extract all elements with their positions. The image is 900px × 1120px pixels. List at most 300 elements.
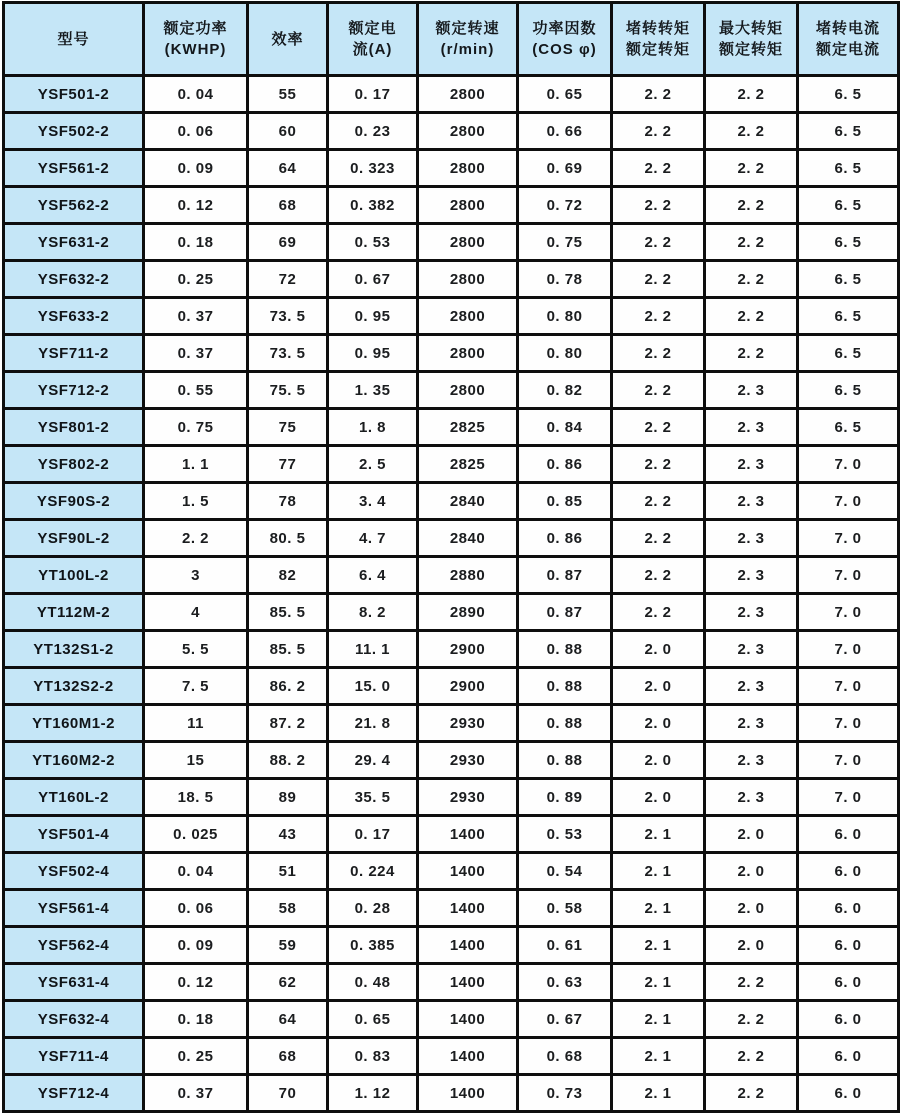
model-cell: YSF90S-2 bbox=[4, 483, 144, 520]
model-cell: YSF632-4 bbox=[4, 1001, 144, 1038]
value-cell-max-torque-ratio: 2. 2 bbox=[705, 1075, 798, 1112]
value-cell-rated-power: 0. 09 bbox=[144, 927, 248, 964]
table-row bbox=[4, 668, 899, 705]
value-cell-max-torque-ratio: 2. 2 bbox=[705, 261, 798, 298]
model-cell: YSF801-2 bbox=[4, 409, 144, 446]
header-row bbox=[4, 3, 899, 76]
value-cell-max-torque-ratio: 2. 2 bbox=[705, 224, 798, 261]
model-cell: YSF711-2 bbox=[4, 335, 144, 372]
model-cell: YSF632-2 bbox=[4, 261, 144, 298]
table-row bbox=[4, 409, 899, 446]
model-cell: YT160M1-2 bbox=[4, 705, 144, 742]
value-cell-rated-speed: 1400 bbox=[418, 1038, 518, 1075]
value-cell-locked-current-ratio: 6. 5 bbox=[798, 372, 899, 409]
value-cell-max-torque-ratio: 2. 3 bbox=[705, 594, 798, 631]
value-cell-locked-torque-ratio: 2. 2 bbox=[612, 594, 705, 631]
value-cell-locked-torque-ratio: 2. 1 bbox=[612, 964, 705, 1001]
value-cell-rated-current: 35. 5 bbox=[328, 779, 418, 816]
value-cell-efficiency: 80. 5 bbox=[248, 520, 328, 557]
table-row bbox=[4, 927, 899, 964]
value-cell-efficiency: 64 bbox=[248, 1001, 328, 1038]
value-cell-max-torque-ratio: 2. 3 bbox=[705, 779, 798, 816]
value-cell-rated-current: 0. 95 bbox=[328, 298, 418, 335]
value-cell-power-factor: 0. 89 bbox=[518, 779, 612, 816]
value-cell-power-factor: 0. 63 bbox=[518, 964, 612, 1001]
value-cell-power-factor: 0. 78 bbox=[518, 261, 612, 298]
value-cell-rated-speed: 1400 bbox=[418, 816, 518, 853]
value-cell-locked-torque-ratio: 2. 2 bbox=[612, 298, 705, 335]
model-cell: YT132S2-2 bbox=[4, 668, 144, 705]
value-cell-efficiency: 64 bbox=[248, 150, 328, 187]
value-cell-locked-current-ratio: 6. 0 bbox=[798, 890, 899, 927]
value-cell-rated-speed: 2900 bbox=[418, 631, 518, 668]
model-cell: YSF90L-2 bbox=[4, 520, 144, 557]
table-row bbox=[4, 261, 899, 298]
model-cell: YSF502-2 bbox=[4, 113, 144, 150]
model-cell: YSF561-4 bbox=[4, 890, 144, 927]
value-cell-locked-current-ratio: 7. 0 bbox=[798, 594, 899, 631]
value-cell-locked-torque-ratio: 2. 2 bbox=[612, 261, 705, 298]
value-cell-rated-speed: 1400 bbox=[418, 1001, 518, 1038]
value-cell-max-torque-ratio: 2. 2 bbox=[705, 1038, 798, 1075]
value-cell-rated-speed: 2800 bbox=[418, 187, 518, 224]
value-cell-locked-torque-ratio: 2. 1 bbox=[612, 1075, 705, 1112]
column-header-line: (r/min) bbox=[440, 41, 495, 58]
value-cell-max-torque-ratio: 2. 3 bbox=[705, 372, 798, 409]
value-cell-efficiency: 75 bbox=[248, 409, 328, 446]
value-cell-power-factor: 0. 68 bbox=[518, 1038, 612, 1075]
value-cell-rated-current: 0. 95 bbox=[328, 335, 418, 372]
value-cell-rated-current: 1. 35 bbox=[328, 372, 418, 409]
value-cell-locked-torque-ratio: 2. 2 bbox=[612, 76, 705, 113]
value-cell-efficiency: 85. 5 bbox=[248, 631, 328, 668]
value-cell-power-factor: 0. 72 bbox=[518, 187, 612, 224]
model-cell: YSF562-4 bbox=[4, 927, 144, 964]
value-cell-locked-current-ratio: 6. 5 bbox=[798, 150, 899, 187]
value-cell-power-factor: 0. 85 bbox=[518, 483, 612, 520]
column-header-line: 额定功率 bbox=[163, 20, 228, 37]
value-cell-power-factor: 0. 73 bbox=[518, 1075, 612, 1112]
value-cell-rated-current: 0. 17 bbox=[328, 76, 418, 113]
value-cell-locked-torque-ratio: 2. 2 bbox=[612, 446, 705, 483]
value-cell-locked-current-ratio: 6. 0 bbox=[798, 1075, 899, 1112]
value-cell-rated-power: 0. 04 bbox=[144, 76, 248, 113]
table-row bbox=[4, 113, 899, 150]
value-cell-rated-current: 21. 8 bbox=[328, 705, 418, 742]
value-cell-rated-power: 2. 2 bbox=[144, 520, 248, 557]
value-cell-locked-torque-ratio: 2. 1 bbox=[612, 853, 705, 890]
value-cell-rated-power: 0. 18 bbox=[144, 224, 248, 261]
table-row bbox=[4, 150, 899, 187]
column-header-line: 堵转转矩 bbox=[625, 20, 690, 37]
value-cell-rated-current: 4. 7 bbox=[328, 520, 418, 557]
value-cell-rated-speed: 2930 bbox=[418, 779, 518, 816]
table-row bbox=[4, 742, 899, 779]
value-cell-rated-speed: 2840 bbox=[418, 483, 518, 520]
value-cell-rated-current: 11. 1 bbox=[328, 631, 418, 668]
value-cell-locked-torque-ratio: 2. 1 bbox=[612, 816, 705, 853]
value-cell-max-torque-ratio: 2. 0 bbox=[705, 853, 798, 890]
value-cell-efficiency: 68 bbox=[248, 1038, 328, 1075]
value-cell-locked-torque-ratio: 2. 2 bbox=[612, 372, 705, 409]
value-cell-max-torque-ratio: 2. 3 bbox=[705, 446, 798, 483]
column-header-max-torque-ratio bbox=[705, 3, 798, 76]
value-cell-efficiency: 75. 5 bbox=[248, 372, 328, 409]
model-cell: YSF502-4 bbox=[4, 853, 144, 890]
value-cell-rated-speed: 2825 bbox=[418, 409, 518, 446]
column-header-rated-current bbox=[328, 3, 418, 76]
table-body bbox=[4, 76, 899, 1112]
value-cell-rated-current: 2. 5 bbox=[328, 446, 418, 483]
value-cell-efficiency: 82 bbox=[248, 557, 328, 594]
value-cell-rated-power: 0. 18 bbox=[144, 1001, 248, 1038]
value-cell-locked-current-ratio: 7. 0 bbox=[798, 557, 899, 594]
value-cell-locked-torque-ratio: 2. 1 bbox=[612, 1038, 705, 1075]
value-cell-locked-current-ratio: 6. 0 bbox=[798, 927, 899, 964]
value-cell-efficiency: 55 bbox=[248, 76, 328, 113]
value-cell-rated-current: 0. 323 bbox=[328, 150, 418, 187]
model-cell: YSF712-4 bbox=[4, 1075, 144, 1112]
value-cell-locked-torque-ratio: 2. 0 bbox=[612, 779, 705, 816]
column-header-line: 效率 bbox=[271, 30, 304, 48]
value-cell-rated-speed: 2930 bbox=[418, 742, 518, 779]
value-cell-locked-current-ratio: 6. 0 bbox=[798, 853, 899, 890]
model-cell: YSF562-2 bbox=[4, 187, 144, 224]
value-cell-power-factor: 0. 80 bbox=[518, 335, 612, 372]
value-cell-power-factor: 0. 88 bbox=[518, 742, 612, 779]
value-cell-rated-current: 0. 65 bbox=[328, 1001, 418, 1038]
value-cell-max-torque-ratio: 2. 3 bbox=[705, 409, 798, 446]
value-cell-rated-power: 15 bbox=[144, 742, 248, 779]
model-cell: YSF561-2 bbox=[4, 150, 144, 187]
value-cell-locked-torque-ratio: 2. 2 bbox=[612, 113, 705, 150]
value-cell-max-torque-ratio: 2. 3 bbox=[705, 520, 798, 557]
value-cell-locked-current-ratio: 7. 0 bbox=[798, 520, 899, 557]
value-cell-efficiency: 43 bbox=[248, 816, 328, 853]
value-cell-power-factor: 0. 66 bbox=[518, 113, 612, 150]
value-cell-max-torque-ratio: 2. 3 bbox=[705, 742, 798, 779]
value-cell-power-factor: 0. 58 bbox=[518, 890, 612, 927]
value-cell-power-factor: 0. 80 bbox=[518, 298, 612, 335]
model-cell: YT160M2-2 bbox=[4, 742, 144, 779]
value-cell-efficiency: 86. 2 bbox=[248, 668, 328, 705]
value-cell-locked-current-ratio: 6. 5 bbox=[798, 113, 899, 150]
value-cell-rated-power: 0. 55 bbox=[144, 372, 248, 409]
value-cell-power-factor: 0. 88 bbox=[518, 668, 612, 705]
value-cell-rated-speed: 2825 bbox=[418, 446, 518, 483]
value-cell-efficiency: 77 bbox=[248, 446, 328, 483]
value-cell-locked-torque-ratio: 2. 2 bbox=[612, 557, 705, 594]
table-row bbox=[4, 298, 899, 335]
table-row bbox=[4, 187, 899, 224]
value-cell-rated-speed: 2930 bbox=[418, 705, 518, 742]
value-cell-locked-torque-ratio: 2. 2 bbox=[612, 520, 705, 557]
value-cell-power-factor: 0. 61 bbox=[518, 927, 612, 964]
value-cell-rated-power: 0. 25 bbox=[144, 261, 248, 298]
value-cell-locked-current-ratio: 6. 5 bbox=[798, 261, 899, 298]
value-cell-efficiency: 87. 2 bbox=[248, 705, 328, 742]
value-cell-rated-current: 15. 0 bbox=[328, 668, 418, 705]
value-cell-efficiency: 70 bbox=[248, 1075, 328, 1112]
value-cell-rated-speed: 2880 bbox=[418, 557, 518, 594]
column-header-line: 流(A) bbox=[352, 41, 393, 58]
value-cell-locked-torque-ratio: 2. 2 bbox=[612, 187, 705, 224]
value-cell-rated-current: 0. 17 bbox=[328, 816, 418, 853]
value-cell-locked-current-ratio: 7. 0 bbox=[798, 705, 899, 742]
value-cell-rated-power: 3 bbox=[144, 557, 248, 594]
value-cell-locked-torque-ratio: 2. 2 bbox=[612, 483, 705, 520]
value-cell-locked-torque-ratio: 2. 0 bbox=[612, 631, 705, 668]
value-cell-rated-speed: 2800 bbox=[418, 76, 518, 113]
value-cell-max-torque-ratio: 2. 3 bbox=[705, 631, 798, 668]
model-cell: YSF712-2 bbox=[4, 372, 144, 409]
value-cell-power-factor: 0. 88 bbox=[518, 705, 612, 742]
value-cell-max-torque-ratio: 2. 3 bbox=[705, 668, 798, 705]
value-cell-efficiency: 88. 2 bbox=[248, 742, 328, 779]
model-cell: YSF501-4 bbox=[4, 816, 144, 853]
table-row bbox=[4, 1075, 899, 1112]
table-row bbox=[4, 557, 899, 594]
value-cell-power-factor: 0. 87 bbox=[518, 594, 612, 631]
value-cell-rated-power: 11 bbox=[144, 705, 248, 742]
value-cell-locked-current-ratio: 6. 5 bbox=[798, 187, 899, 224]
value-cell-rated-power: 0. 12 bbox=[144, 187, 248, 224]
value-cell-locked-current-ratio: 6. 0 bbox=[798, 816, 899, 853]
value-cell-power-factor: 0. 88 bbox=[518, 631, 612, 668]
column-header-line: 最大转矩 bbox=[718, 20, 783, 37]
value-cell-rated-current: 1. 12 bbox=[328, 1075, 418, 1112]
value-cell-locked-current-ratio: 6. 5 bbox=[798, 224, 899, 261]
model-cell: YT100L-2 bbox=[4, 557, 144, 594]
value-cell-power-factor: 0. 69 bbox=[518, 150, 612, 187]
value-cell-rated-power: 0. 09 bbox=[144, 150, 248, 187]
value-cell-rated-power: 0. 06 bbox=[144, 890, 248, 927]
value-cell-locked-current-ratio: 7. 0 bbox=[798, 668, 899, 705]
value-cell-rated-speed: 2840 bbox=[418, 520, 518, 557]
value-cell-rated-power: 0. 06 bbox=[144, 113, 248, 150]
value-cell-max-torque-ratio: 2. 3 bbox=[705, 705, 798, 742]
value-cell-power-factor: 0. 86 bbox=[518, 446, 612, 483]
value-cell-locked-current-ratio: 6. 5 bbox=[798, 298, 899, 335]
value-cell-efficiency: 73. 5 bbox=[248, 335, 328, 372]
value-cell-max-torque-ratio: 2. 2 bbox=[705, 76, 798, 113]
column-header-line: 额定电 bbox=[348, 20, 397, 37]
table-row bbox=[4, 779, 899, 816]
value-cell-rated-speed: 2800 bbox=[418, 113, 518, 150]
model-cell: YT160L-2 bbox=[4, 779, 144, 816]
column-header-efficiency bbox=[248, 3, 328, 76]
value-cell-rated-current: 6. 4 bbox=[328, 557, 418, 594]
column-header-line: (KWHP) bbox=[164, 41, 227, 58]
table-row bbox=[4, 1001, 899, 1038]
value-cell-rated-power: 0. 12 bbox=[144, 964, 248, 1001]
value-cell-rated-power: 18. 5 bbox=[144, 779, 248, 816]
model-cell: YT132S1-2 bbox=[4, 631, 144, 668]
model-cell: YSF802-2 bbox=[4, 446, 144, 483]
table-row bbox=[4, 890, 899, 927]
value-cell-power-factor: 0. 67 bbox=[518, 1001, 612, 1038]
value-cell-max-torque-ratio: 2. 0 bbox=[705, 890, 798, 927]
value-cell-power-factor: 0. 84 bbox=[518, 409, 612, 446]
value-cell-locked-current-ratio: 7. 0 bbox=[798, 483, 899, 520]
model-cell: YT112M-2 bbox=[4, 594, 144, 631]
value-cell-max-torque-ratio: 2. 3 bbox=[705, 483, 798, 520]
value-cell-rated-current: 0. 67 bbox=[328, 261, 418, 298]
value-cell-max-torque-ratio: 2. 2 bbox=[705, 113, 798, 150]
value-cell-rated-speed: 1400 bbox=[418, 1075, 518, 1112]
value-cell-power-factor: 0. 53 bbox=[518, 816, 612, 853]
value-cell-rated-current: 0. 385 bbox=[328, 927, 418, 964]
value-cell-rated-speed: 2800 bbox=[418, 298, 518, 335]
table-row bbox=[4, 816, 899, 853]
value-cell-power-factor: 0. 82 bbox=[518, 372, 612, 409]
value-cell-locked-torque-ratio: 2. 0 bbox=[612, 668, 705, 705]
value-cell-rated-current: 0. 224 bbox=[328, 853, 418, 890]
table-row bbox=[4, 853, 899, 890]
value-cell-rated-power: 7. 5 bbox=[144, 668, 248, 705]
value-cell-rated-current: 0. 48 bbox=[328, 964, 418, 1001]
value-cell-max-torque-ratio: 2. 2 bbox=[705, 335, 798, 372]
model-cell: YSF501-2 bbox=[4, 76, 144, 113]
value-cell-max-torque-ratio: 2. 0 bbox=[705, 927, 798, 964]
value-cell-rated-power: 4 bbox=[144, 594, 248, 631]
table-row bbox=[4, 372, 899, 409]
motor-spec-table bbox=[2, 1, 900, 1113]
value-cell-locked-current-ratio: 6. 5 bbox=[798, 76, 899, 113]
column-header-line: 堵转电流 bbox=[815, 20, 880, 37]
column-header-locked-current-ratio bbox=[798, 3, 899, 76]
value-cell-locked-current-ratio: 7. 0 bbox=[798, 631, 899, 668]
value-cell-locked-torque-ratio: 2. 2 bbox=[612, 150, 705, 187]
value-cell-locked-current-ratio: 7. 0 bbox=[798, 742, 899, 779]
table-row bbox=[4, 483, 899, 520]
value-cell-rated-speed: 2800 bbox=[418, 261, 518, 298]
value-cell-power-factor: 0. 87 bbox=[518, 557, 612, 594]
value-cell-rated-power: 0. 25 bbox=[144, 1038, 248, 1075]
value-cell-locked-current-ratio: 6. 0 bbox=[798, 1038, 899, 1075]
value-cell-max-torque-ratio: 2. 2 bbox=[705, 187, 798, 224]
value-cell-locked-current-ratio: 6. 0 bbox=[798, 1001, 899, 1038]
column-header-line: 额定转矩 bbox=[625, 41, 690, 58]
value-cell-locked-torque-ratio: 2. 2 bbox=[612, 409, 705, 446]
column-header-line: 额定转速 bbox=[435, 20, 500, 37]
value-cell-locked-torque-ratio: 2. 1 bbox=[612, 890, 705, 927]
value-cell-locked-current-ratio: 6. 5 bbox=[798, 335, 899, 372]
table-row bbox=[4, 1038, 899, 1075]
value-cell-efficiency: 78 bbox=[248, 483, 328, 520]
table-row bbox=[4, 76, 899, 113]
value-cell-rated-current: 0. 53 bbox=[328, 224, 418, 261]
value-cell-locked-torque-ratio: 2. 0 bbox=[612, 742, 705, 779]
value-cell-rated-power: 0. 37 bbox=[144, 1075, 248, 1112]
column-header-locked-torque-ratio bbox=[612, 3, 705, 76]
value-cell-efficiency: 73. 5 bbox=[248, 298, 328, 335]
value-cell-rated-power: 0. 37 bbox=[144, 298, 248, 335]
value-cell-locked-current-ratio: 7. 0 bbox=[798, 446, 899, 483]
value-cell-rated-power: 0. 025 bbox=[144, 816, 248, 853]
value-cell-locked-torque-ratio: 2. 2 bbox=[612, 224, 705, 261]
value-cell-efficiency: 59 bbox=[248, 927, 328, 964]
value-cell-efficiency: 58 bbox=[248, 890, 328, 927]
value-cell-max-torque-ratio: 2. 2 bbox=[705, 298, 798, 335]
value-cell-power-factor: 0. 75 bbox=[518, 224, 612, 261]
table-row bbox=[4, 335, 899, 372]
value-cell-power-factor: 0. 65 bbox=[518, 76, 612, 113]
value-cell-locked-torque-ratio: 2. 2 bbox=[612, 335, 705, 372]
table-row bbox=[4, 446, 899, 483]
column-header-rated-power bbox=[144, 3, 248, 76]
column-header-rated-speed bbox=[418, 3, 518, 76]
value-cell-max-torque-ratio: 2. 2 bbox=[705, 150, 798, 187]
value-cell-max-torque-ratio: 2. 2 bbox=[705, 1001, 798, 1038]
value-cell-efficiency: 68 bbox=[248, 187, 328, 224]
model-cell: YSF631-4 bbox=[4, 964, 144, 1001]
table-row bbox=[4, 964, 899, 1001]
value-cell-max-torque-ratio: 2. 3 bbox=[705, 557, 798, 594]
value-cell-locked-torque-ratio: 2. 1 bbox=[612, 1001, 705, 1038]
value-cell-efficiency: 51 bbox=[248, 853, 328, 890]
value-cell-efficiency: 69 bbox=[248, 224, 328, 261]
value-cell-rated-current: 0. 28 bbox=[328, 890, 418, 927]
model-cell: YSF633-2 bbox=[4, 298, 144, 335]
value-cell-rated-speed: 1400 bbox=[418, 927, 518, 964]
value-cell-efficiency: 72 bbox=[248, 261, 328, 298]
value-cell-rated-speed: 2800 bbox=[418, 372, 518, 409]
column-header-model bbox=[4, 3, 144, 76]
value-cell-rated-power: 5. 5 bbox=[144, 631, 248, 668]
value-cell-rated-current: 0. 23 bbox=[328, 113, 418, 150]
table-row bbox=[4, 705, 899, 742]
value-cell-locked-current-ratio: 7. 0 bbox=[798, 779, 899, 816]
value-cell-rated-power: 0. 75 bbox=[144, 409, 248, 446]
value-cell-rated-speed: 2800 bbox=[418, 335, 518, 372]
value-cell-rated-current: 1. 8 bbox=[328, 409, 418, 446]
value-cell-rated-current: 0. 382 bbox=[328, 187, 418, 224]
value-cell-power-factor: 0. 54 bbox=[518, 853, 612, 890]
table-row bbox=[4, 520, 899, 557]
value-cell-rated-power: 0. 04 bbox=[144, 853, 248, 890]
value-cell-rated-speed: 1400 bbox=[418, 890, 518, 927]
value-cell-rated-speed: 1400 bbox=[418, 964, 518, 1001]
column-header-line: 额定转矩 bbox=[718, 41, 783, 58]
value-cell-rated-speed: 2800 bbox=[418, 224, 518, 261]
value-cell-efficiency: 85. 5 bbox=[248, 594, 328, 631]
value-cell-locked-torque-ratio: 2. 0 bbox=[612, 705, 705, 742]
value-cell-efficiency: 89 bbox=[248, 779, 328, 816]
value-cell-rated-speed: 2900 bbox=[418, 668, 518, 705]
table-row bbox=[4, 631, 899, 668]
value-cell-locked-torque-ratio: 2. 1 bbox=[612, 927, 705, 964]
value-cell-efficiency: 60 bbox=[248, 113, 328, 150]
value-cell-rated-speed: 2890 bbox=[418, 594, 518, 631]
value-cell-max-torque-ratio: 2. 2 bbox=[705, 964, 798, 1001]
value-cell-rated-current: 0. 83 bbox=[328, 1038, 418, 1075]
value-cell-power-factor: 0. 86 bbox=[518, 520, 612, 557]
value-cell-rated-power: 1. 1 bbox=[144, 446, 248, 483]
value-cell-rated-power: 0. 37 bbox=[144, 335, 248, 372]
column-header-power-factor bbox=[518, 3, 612, 76]
value-cell-rated-power: 1. 5 bbox=[144, 483, 248, 520]
model-cell: YSF631-2 bbox=[4, 224, 144, 261]
value-cell-rated-current: 8. 2 bbox=[328, 594, 418, 631]
value-cell-rated-speed: 2800 bbox=[418, 150, 518, 187]
value-cell-rated-current: 3. 4 bbox=[328, 483, 418, 520]
value-cell-locked-current-ratio: 6. 5 bbox=[798, 409, 899, 446]
value-cell-rated-current: 29. 4 bbox=[328, 742, 418, 779]
column-header-line: (COS φ) bbox=[532, 41, 597, 58]
table-row bbox=[4, 224, 899, 261]
column-header-line: 额定电流 bbox=[815, 41, 880, 58]
